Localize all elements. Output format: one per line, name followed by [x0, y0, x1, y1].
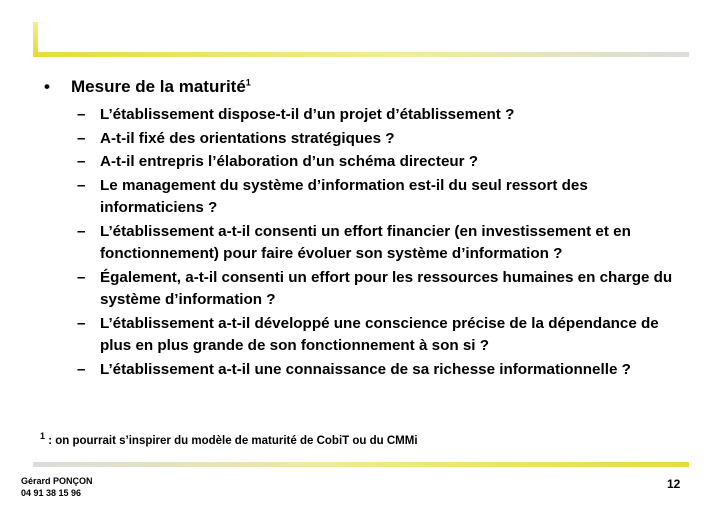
list-item-text: A-t-il fixé des orientations stratégiques ?	[100, 129, 395, 147]
dash-icon: –	[77, 222, 86, 240]
footnote	[40, 431, 418, 447]
footnote-marker: 1	[40, 431, 46, 441]
list-item	[77, 267, 687, 312]
list-item-text: L’établissement dispose-t-il d’un projet d’établissement ?	[100, 106, 515, 123]
heading-footnote-marker: 1	[245, 77, 251, 88]
title-frame-vertical-bar	[33, 22, 38, 54]
footer-divider	[33, 462, 689, 467]
list-item	[77, 175, 687, 220]
dash-icon: –	[77, 314, 86, 332]
author-block	[21, 475, 93, 499]
list-item	[77, 221, 687, 266]
list-item	[77, 128, 687, 151]
list-item	[77, 151, 687, 174]
dash-icon: –	[77, 268, 86, 286]
list-item-text: Également, a-t-il consenti un effort pour les ressources humaines en charge du système d’information ?	[100, 268, 673, 308]
list-item	[77, 313, 687, 358]
bullet-icon: •	[44, 77, 50, 96]
list-item-text: L’établissement a-t-il développé une conscience précise de la dépendance de plus en plus grande de son fonctionnement à son si ?	[100, 314, 659, 354]
author-name: Gérard PONÇON	[21, 476, 93, 486]
author-phone: 04 91 38 15 96	[21, 488, 82, 498]
section-heading	[44, 77, 251, 97]
footnote-text: : on pourrait s’inspirer du modèle de maturité de CobiT ou du CMMi	[48, 434, 418, 447]
question-list	[77, 104, 687, 382]
dash-icon: –	[77, 360, 86, 378]
list-item-text: L’établissement a-t-il une connaissance de sa richesse informationnelle ?	[100, 360, 631, 378]
dash-icon: –	[77, 153, 86, 170]
list-item-text: L’établissement a-t-il consenti un effort financier (en investissement et en fonctionnement) pour faire évoluer son système d’information ?	[100, 222, 631, 262]
list-item-text: A-t-il entrepris l’élaboration d’un schéma directeur ?	[100, 153, 479, 170]
page-number: 12	[667, 477, 681, 491]
list-item-text: Le management du système d’information est-il du seul ressort des informaticiens ?	[100, 176, 588, 216]
heading-text: Mesure de la maturité	[71, 77, 246, 96]
list-item	[77, 104, 687, 127]
dash-icon: –	[77, 129, 86, 147]
list-item	[77, 359, 687, 382]
title-frame-horizontal-bar	[33, 52, 689, 57]
dash-icon: –	[77, 106, 86, 123]
dash-icon: –	[77, 176, 86, 194]
